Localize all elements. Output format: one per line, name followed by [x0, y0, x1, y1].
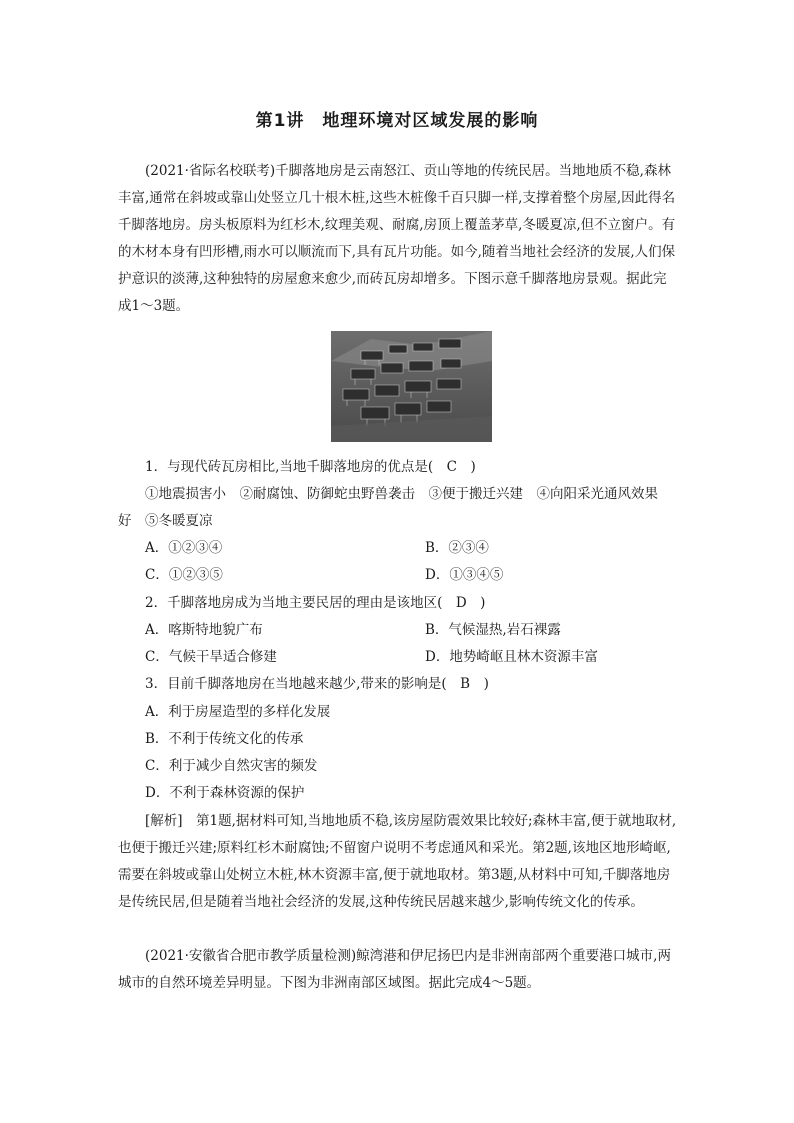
- q1-items-line1: ①地震损害小 ②耐腐蚀、防御蛇虫野兽袭击 ③便于搬迁兴建 ④向阳采光通风效果: [145, 486, 658, 502]
- q1-option-c: C．①②③⑤: [145, 567, 223, 583]
- q2-option-b: B．气候湿热,岩石裸露: [425, 622, 561, 638]
- q2-option-d: D．地势崎岖且林木资源丰富: [425, 649, 598, 665]
- passage-2: (2021·安徽省合肥市教学质量检测)鲸湾港和伊尼扬巴内是非洲南部两个重要港口城市,两城市的自然环境差异明显。下图为非洲南部区域图。据此完成4～5题。: [118, 948, 671, 991]
- q3-option-c: C．利于减少自然灾害的频发: [145, 758, 318, 774]
- analysis: [解析] 第1题,据材料可知,当地地质不稳,该房屋防震效果比较好;森林丰富,便于就地取材,也便于搬迁兴建;原料红杉木耐腐蚀;不留窗户说明不考虑通风和采光。第2题,该地区地形崎岖,需要在斜坡或靠山处树立木桩,林木资源丰富,便于就地取材。第3题,从材料中可知,千脚落地房是传统民居,但是随着当地社会经济的发展,这种传统民居越来越少,影响传统文化的传承。: [118, 813, 677, 910]
- q1-option-b: B．②③④: [425, 540, 489, 556]
- q3-stem: 3．目前千脚落地房在当地越来越少,带来的影响是( B ): [145, 676, 489, 692]
- stilt-house-photo: [331, 331, 492, 442]
- q1-option-d: D．①③④⑤: [425, 567, 504, 583]
- q1-items-line2: 好 ⑤冬暖夏凉: [118, 513, 213, 529]
- q1-stem: 1．与现代砖瓦房相比,当地千脚落地房的优点是( C ): [145, 459, 476, 475]
- q3-option-d: D．不利于森林资源的保护: [145, 785, 305, 801]
- passage-1: (2021·省际名校联考)千脚落地房是云南怒江、贡山等地的传统民居。当地地质不稳,森林丰富,通常在斜坡或靠山处竖立几十根木桩,这些木桩像千百只脚一样,支撑着整个房屋,因此得名千脚落地房。房头板原料为红杉木,纹理美观、耐腐,房顶上覆盖茅草,冬暖夏凉,但不立窗户。有的木材本身有凹形槽,雨水可以顺流而下,具有瓦片功能。如今,随着当地社会经济的发展,人们保护意识的淡薄,这种独特的房屋愈来愈少,而砖瓦房却增多。下图示意千脚落地房景观。据此完成1～3题。: [118, 163, 676, 314]
- q2-stem: 2．千脚落地房成为当地主要民居的理由是该地区( D ): [145, 595, 486, 611]
- page-title: 第1讲 地理环境对区域发展的影响: [255, 111, 539, 131]
- q1-option-a: A．①②③④: [145, 540, 223, 556]
- q2-option-a: A．喀斯特地貌广布: [145, 622, 263, 638]
- q2-option-c: C．气候干旱适合修建: [145, 649, 277, 665]
- q3-option-a: A．利于房屋造型的多样化发展: [145, 704, 331, 720]
- q3-option-b: B．不利于传统文化的传承: [145, 731, 304, 747]
